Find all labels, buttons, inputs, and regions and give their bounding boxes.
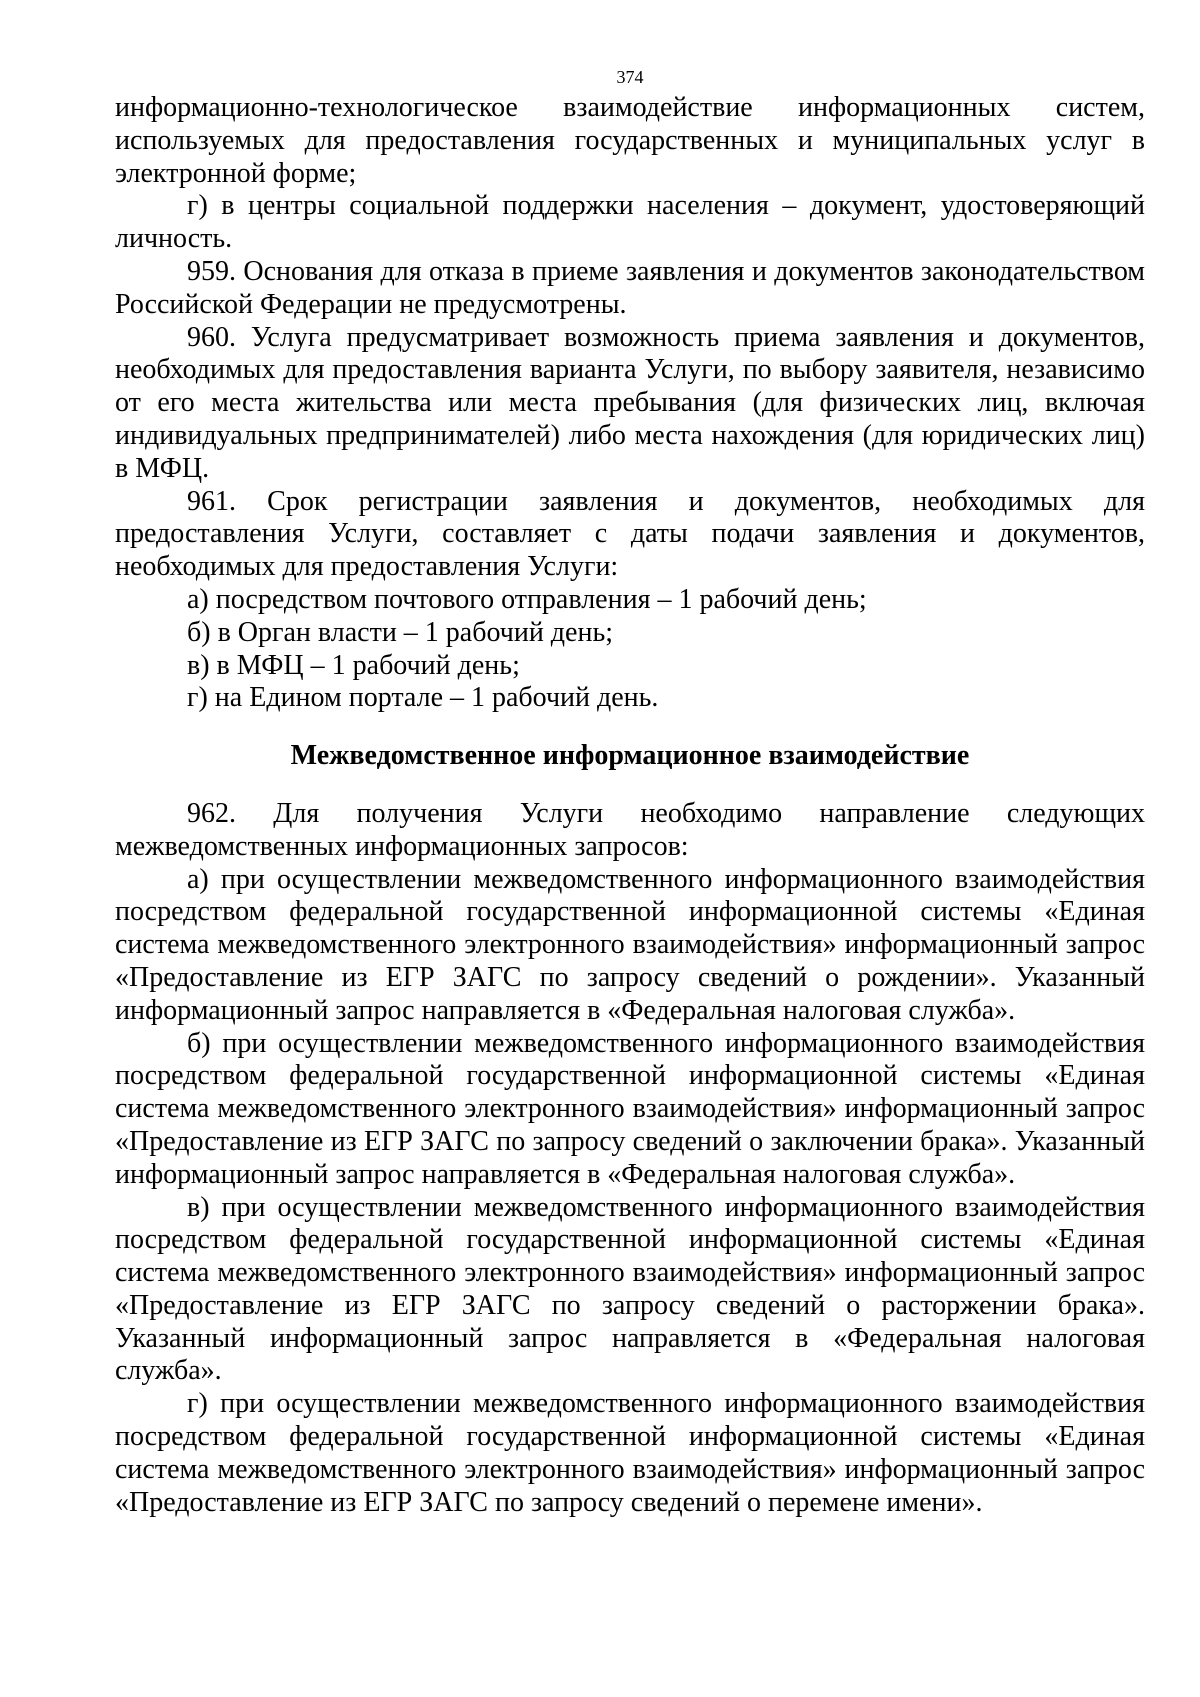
list-item: а) посредством почтового отправления – 1 рабочий день;	[187, 583, 867, 615]
paragraph: а) при осуществлении межведомственного информационного взаимодействия посредством федеральной государственной информационной системы «Единая система межведомственного электронного взаимодействия» информационный запрос «Предоставление из ЕГР ЗАГС по запросу сведений о рождении». Указанный информационный запрос направляется в «Федеральная налоговая служба».	[115, 863, 1145, 1026]
paragraph: 962. Для получения Услуги необходимо направление следующих межведомственных информационных запросов:	[115, 797, 1145, 862]
paragraph: г) при осуществлении межведомственного информационного взаимодействия посредством федеральной государственной информационной системы «Единая система межведомственного электронного взаимодействия» информационный запрос «Предоставление из ЕГР ЗАГС по запросу сведений о перемене имени».	[115, 1388, 1145, 1518]
paragraph: б) при осуществлении межведомственного информационного взаимодействия посредством федеральной государственной информационной системы «Единая система межведомственного электронного взаимодействия» информационный запрос «Предоставление из ЕГР ЗАГС по запросу сведений о заключении брака». Указанный информационный запрос направляется в «Федеральная налоговая служба».	[115, 1027, 1145, 1190]
paragraph: 959. Основания для отказа в приеме заявления и документов законодательством Российской Федерации не предусмотрены.	[115, 255, 1145, 320]
page-number: 374	[616, 67, 644, 87]
document-page	[115, 66, 1145, 1519]
list-item: г) на Едином портале – 1 рабочий день.	[187, 682, 659, 714]
paragraph: информационно-технологическое взаимодействие информационных систем, используемых для предоставления государственных и муниципальных услуг в электронной форме;	[115, 92, 1145, 189]
paragraph: г) в центры социальной поддержки населения – документ, удостоверяющий личность.	[115, 190, 1145, 255]
paragraph: 961. Срок регистрации заявления и документов, необходимых для предоставления Услуги, составляет с даты подачи заявления и документов, необходимых для предоставления Услуги:	[115, 485, 1145, 583]
paragraphs-top	[115, 92, 1145, 715]
list-item: б) в Орган власти – 1 рабочий день;	[187, 616, 614, 648]
paragraph: 960. Услуга предусматривает возможность приема заявления и документов, необходимых для предоставления варианта Услуги, по выбору заявителя, независимо от его места жительства или места пребывания (для физических лиц, включая индивидуальных предпринимателей) либо места нахождения (для юридических лиц) в МФЦ.	[115, 321, 1145, 484]
list-item: в) в МФЦ – 1 рабочий день;	[187, 649, 520, 681]
paragraph: в) при осуществлении межведомственного информационного взаимодействия посредством федеральной государственной информационной системы «Единая система межведомственного электронного взаимодействия» информационный запрос «Предоставление из ЕГР ЗАГС по запросу сведений о расторжении брака». Указанный информационный запрос направляется в «Федеральная налоговая служба».	[115, 1191, 1145, 1387]
paragraphs-bottom	[115, 798, 1145, 1520]
section-heading: Межведомственное информационное взаимодействие	[290, 740, 970, 772]
